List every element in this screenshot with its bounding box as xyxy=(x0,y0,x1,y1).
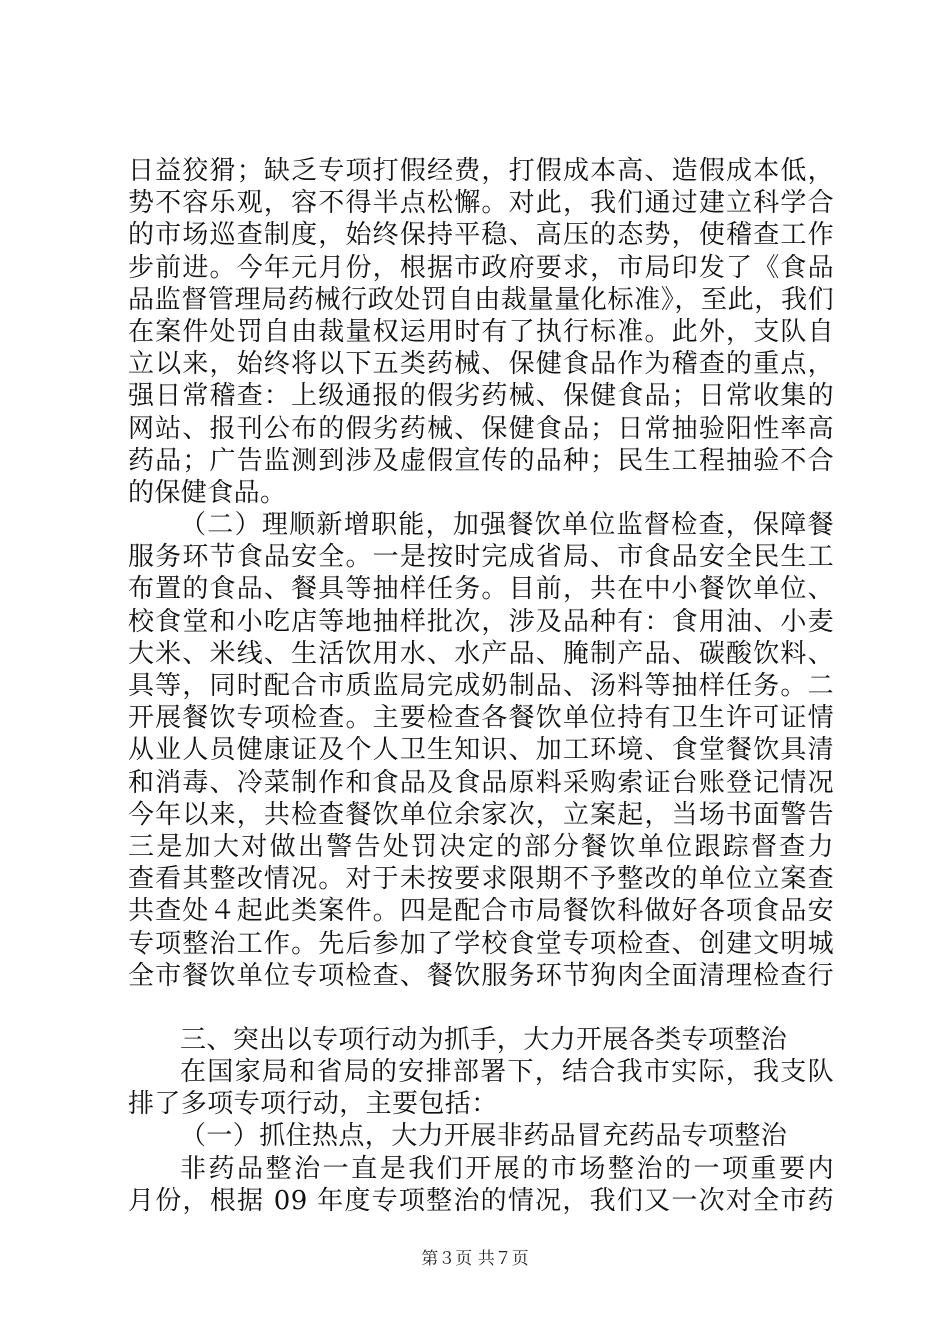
text-line: 品监督管理局药械行政处罚自由裁量量化标准》，至此，我们 xyxy=(128,284,834,315)
text-line: 立以来，始终将以下五类药械、保健食品作为稽查的重点， xyxy=(128,349,834,380)
text-line: 步前进。今年元月份，根据市政府要求，市局印发了《食品 xyxy=(128,252,834,283)
text-line: 月份，根据 09 年度专项整治的情况，我们又一次对全市药 xyxy=(128,1185,834,1216)
section-heading: 三、突出以专项行动为抓手，大力开展各类专项整治 xyxy=(180,1024,788,1055)
paragraph-start-line: 非药品整治一直是我们开展的市场整治的一项重要内 xyxy=(180,1153,834,1184)
text-line: 排了多项专项行动，主要包括： xyxy=(128,1089,498,1120)
paragraph-gap xyxy=(128,992,834,1024)
text-line: 在案件处罚自由裁量权运用时有了执行标准。此外，支队自 xyxy=(128,316,834,347)
text-line: 专项整治工作。先后参加了学校食堂专项检查、创建文明城 xyxy=(128,928,834,959)
text-line: 网站、报刊公布的假劣药械、保健食品；日常抽验阳性率高 xyxy=(128,413,834,444)
text-line: 大米、米线、生活饮用水、水产品、腌制产品、碳酸饮料、 xyxy=(128,638,834,669)
text-line: 校食堂和小吃店等地抽样批次，涉及品种有：食用油、小麦 xyxy=(128,606,834,637)
text-line: 查看其整改情况。对于未按要求限期不予整改的单位立案查 xyxy=(128,864,834,895)
text-line: 布置的食品、餐具等抽样任务。目前，共在中小餐饮单位、 xyxy=(128,574,834,605)
text-line: 日益狡猾；缺乏专项打假经费，打假成本高、造假成本低， xyxy=(128,156,834,186)
text-line: 强日常稽查：上级通报的假劣药械、保健食品；日常收集的 xyxy=(128,381,834,412)
text-line: 的市场巡查制度，始终保持平稳、高压的态势，使稽查工作 xyxy=(128,220,834,251)
document-body xyxy=(128,155,834,1217)
text-line: 具等，同时配合市质监局完成奶制品、汤料等抽样任务。二 xyxy=(128,671,834,701)
text-line: 共查处４起此类案件。四是配合市局餐饮科做好各项食品安 xyxy=(128,896,834,927)
text-line: 开展餐饮专项检查。主要检查各餐饮单位持有卫生许可证情 xyxy=(128,703,834,734)
paragraph-start-line: 在国家局和省局的安排部署下，结合我市实际，我支队 xyxy=(180,1057,834,1088)
text-line: 势不容乐观，容不得半点松懈。对此，我们通过建立科学合 xyxy=(128,188,834,219)
text-line: 服务环节食品安全。一是按时完成省局、市食品安全民生工 xyxy=(128,542,834,573)
text-line: 的保健食品。 xyxy=(128,477,287,508)
text-line: 从业人员健康证及个人卫生知识、加工环境、食堂餐饮具清 xyxy=(128,735,834,766)
text-line: 今年以来，共检查餐饮单位余家次，立案起，当场书面警告 xyxy=(128,799,834,830)
subsection-heading: （一）抓住热点，大力开展非药品冒充药品专项整治 xyxy=(180,1121,788,1152)
text-line: 三是加大对做出警告处罚决定的部分餐饮单位跟踪督查力 xyxy=(128,831,834,862)
paragraph-start-line: （二）理顺新增职能，加强餐饮单位监督检查，保障餐 xyxy=(180,510,834,541)
page-number-footer: 第３页 共７页 xyxy=(421,1249,529,1269)
text-line: 和消毒、冷菜制作和食品及食品原料采购索证台账登记情况 xyxy=(128,767,834,798)
text-line: 全市餐饮单位专项检查、餐饮服务环节狗肉全面清理检查行 xyxy=(128,960,834,991)
text-line: 药品；广告监测到涉及虚假宣传的品种；民生工程抽验不合 xyxy=(128,445,834,476)
